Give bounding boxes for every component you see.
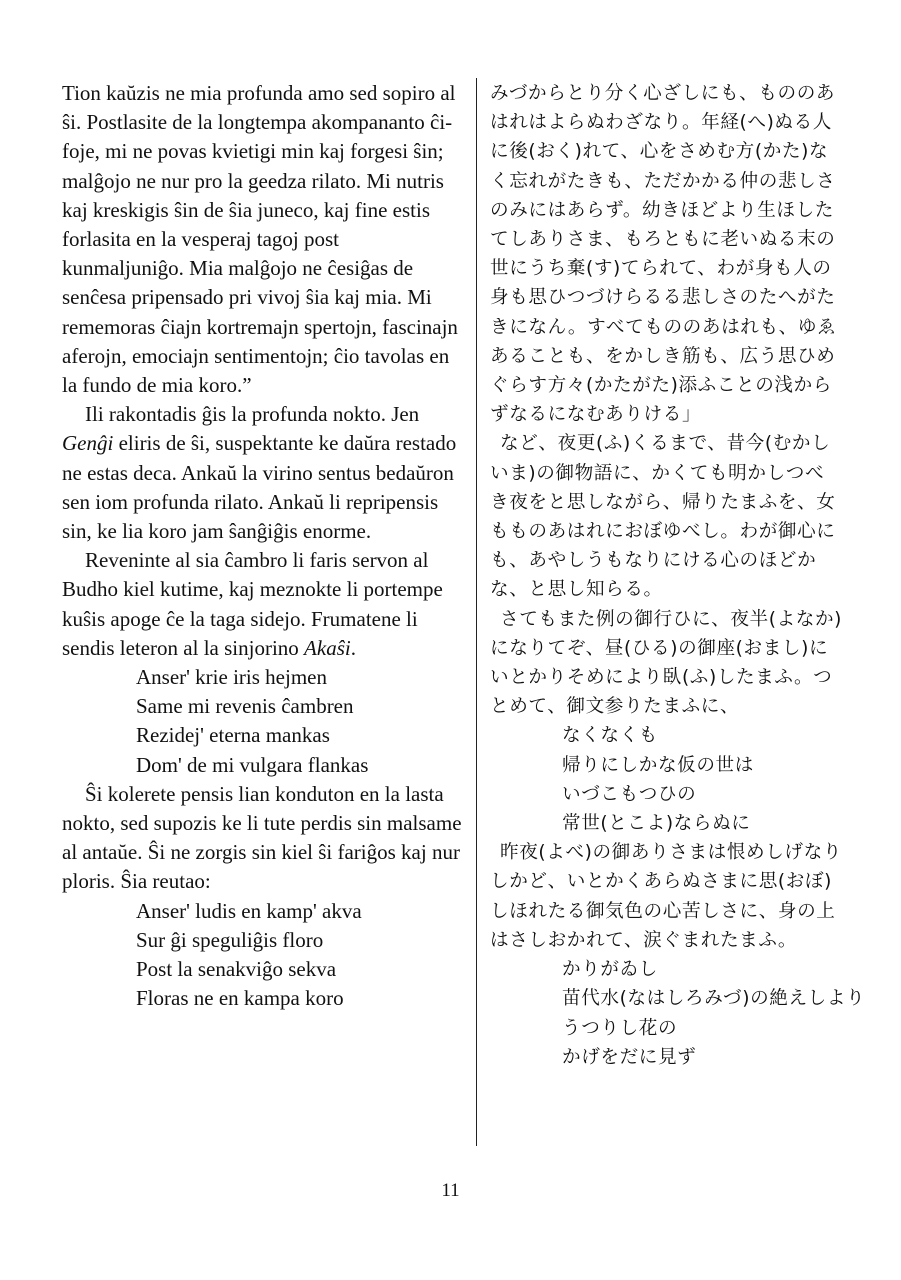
text: eliris de ŝi, suspektante ke daŭra restado ne estas deca. Ankaŭ la virino sentus bedaŭron sen iom profunda rilato. Ankaŭ li repripensis sin, ke lia koro jam ŝanĝiĝis enorme. bbox=[62, 431, 457, 544]
poem bbox=[136, 663, 462, 780]
poem-line: Post la senakviĝo sekva bbox=[136, 957, 337, 982]
poem-line: うつりし花の bbox=[562, 1017, 678, 1039]
poem-line: 常世(とこよ)ならぬに bbox=[562, 813, 751, 835]
page-number: 11 bbox=[441, 1180, 460, 1201]
paragraph: Ŝi kolerete pensis lian konduton en la lasta nokto, sed supozis ke li tute perdis sin malsame al antaŭe. Ŝi ne zorgis sin kiel ŝi fariĝos kaj nur ploris. Ŝia reutao: bbox=[62, 781, 462, 894]
poem-line: かりがゐし bbox=[562, 959, 658, 981]
poem-line: 帰りにしかな仮の世は bbox=[562, 754, 754, 776]
paragraph bbox=[62, 400, 462, 546]
paragraph: など、夜更(ふ)くるまで、昔今(むかしいま)の御物語に、かくても明かしつべき夜をと思しながら、帰りたまふを、女もものあはれにおぼゆべし。わが御心にも、あやしうもなりにける心のほどかな、と思し知らる。 bbox=[490, 433, 836, 601]
esperanto-column bbox=[62, 79, 462, 1014]
japanese-column bbox=[490, 79, 866, 1072]
poem bbox=[562, 955, 866, 1072]
text: Reveninte al sia ĉambro li faris servon al Budho kiel kutime, kaj meznokte li portempe kuŝis apoge ĉe la taga sidejo. Frumatene li sendis leteron al la sinjorino bbox=[62, 548, 443, 660]
character-name: Genĝi bbox=[62, 431, 114, 456]
paragraph: さてもまた例の御行ひに、夜半(よなか)になりてぞ、昼(ひる)の御座(おまし)にいとかりそめにより臥(ふ)したまふ。つとめて、御文参りたまふに、 bbox=[490, 608, 843, 718]
text: Ili rakontadis ĝis la profunda nokto. Jen bbox=[85, 402, 420, 427]
poem bbox=[562, 721, 842, 838]
poem-line: Anser' krie iris hejmen bbox=[136, 665, 327, 690]
poem-line: Anser' ludis en kamp' akva bbox=[136, 898, 362, 923]
character-name: Akaŝi bbox=[304, 635, 351, 660]
poem-line: Same mi revenis ĉambren bbox=[136, 694, 354, 719]
poem-line: いづこもつひの bbox=[562, 783, 697, 805]
poem-line: かげをだに見ず bbox=[562, 1046, 697, 1068]
paragraph bbox=[62, 546, 462, 663]
paragraph: 昨夜(よべ)の御ありさまは恨めしげなりしかど、いとかくあらぬさまに思(おぼ)しほれたる御気色の心苦しさに、身の上はさしおかれて、涙ぐまれたまふ。 bbox=[490, 842, 843, 951]
paragraph: みづからとり分く心ざしにも、もののあはれはよらぬわざなり。年経(へ)ぬる人に後(おく)れて、心をさめむ方(かた)なく忘れがたきも、ただかかる仲の悲しさのみにはあらず。幼きほどより生ほしたてしありさま、もろともに老いぬる末の世にうち棄(す)てられて、わが身も人の身も思ひつづけらるる悲しさのたへがたきになん。すべてもののあはれも、ゆゑあることも、をかしき筋も、広う思ひめぐらす方々(かたがた)添ふことの浅からずなるになむありける」 bbox=[490, 83, 837, 426]
poem bbox=[136, 897, 462, 1014]
poem-line: Dom' de mi vulgara flankas bbox=[136, 752, 369, 777]
poem-line: なくなくも bbox=[562, 725, 658, 747]
poem-line: Sur ĝi speguliĝis floro bbox=[136, 927, 324, 952]
text: . bbox=[350, 635, 356, 660]
poem-line: Floras ne en kampa koro bbox=[136, 986, 344, 1011]
poem-line: 苗代水(なはしろみづ)の絶えしより bbox=[562, 988, 866, 1010]
paragraph: Tion kaŭzis ne mia profunda amo sed sopiro al ŝi. Postlasite de la longtempa akompananto ĉi-foje, mi ne povas kvietigi min kaj forgesi ŝin; malĝojo ne nur pro la geedza rilato. Mi nutris kaj kreskigis ŝin de ŝia juneco, kaj fine estis forlasita en la vesperaj tagoj post kunmaljuniĝo. Mia malĝojo ne ĉesiĝas de senĉesa pripensado pri vivoj ŝia kaj mia. Mi rememoras ĉiajn kortremajn spertojn, fascinajn aferojn, emociajn sentimentojn; ĉio tavolas en la fundo de mia koro.” bbox=[62, 81, 458, 398]
column-divider bbox=[476, 78, 477, 1146]
poem-line: Rezidej' eterna mankas bbox=[136, 723, 330, 748]
